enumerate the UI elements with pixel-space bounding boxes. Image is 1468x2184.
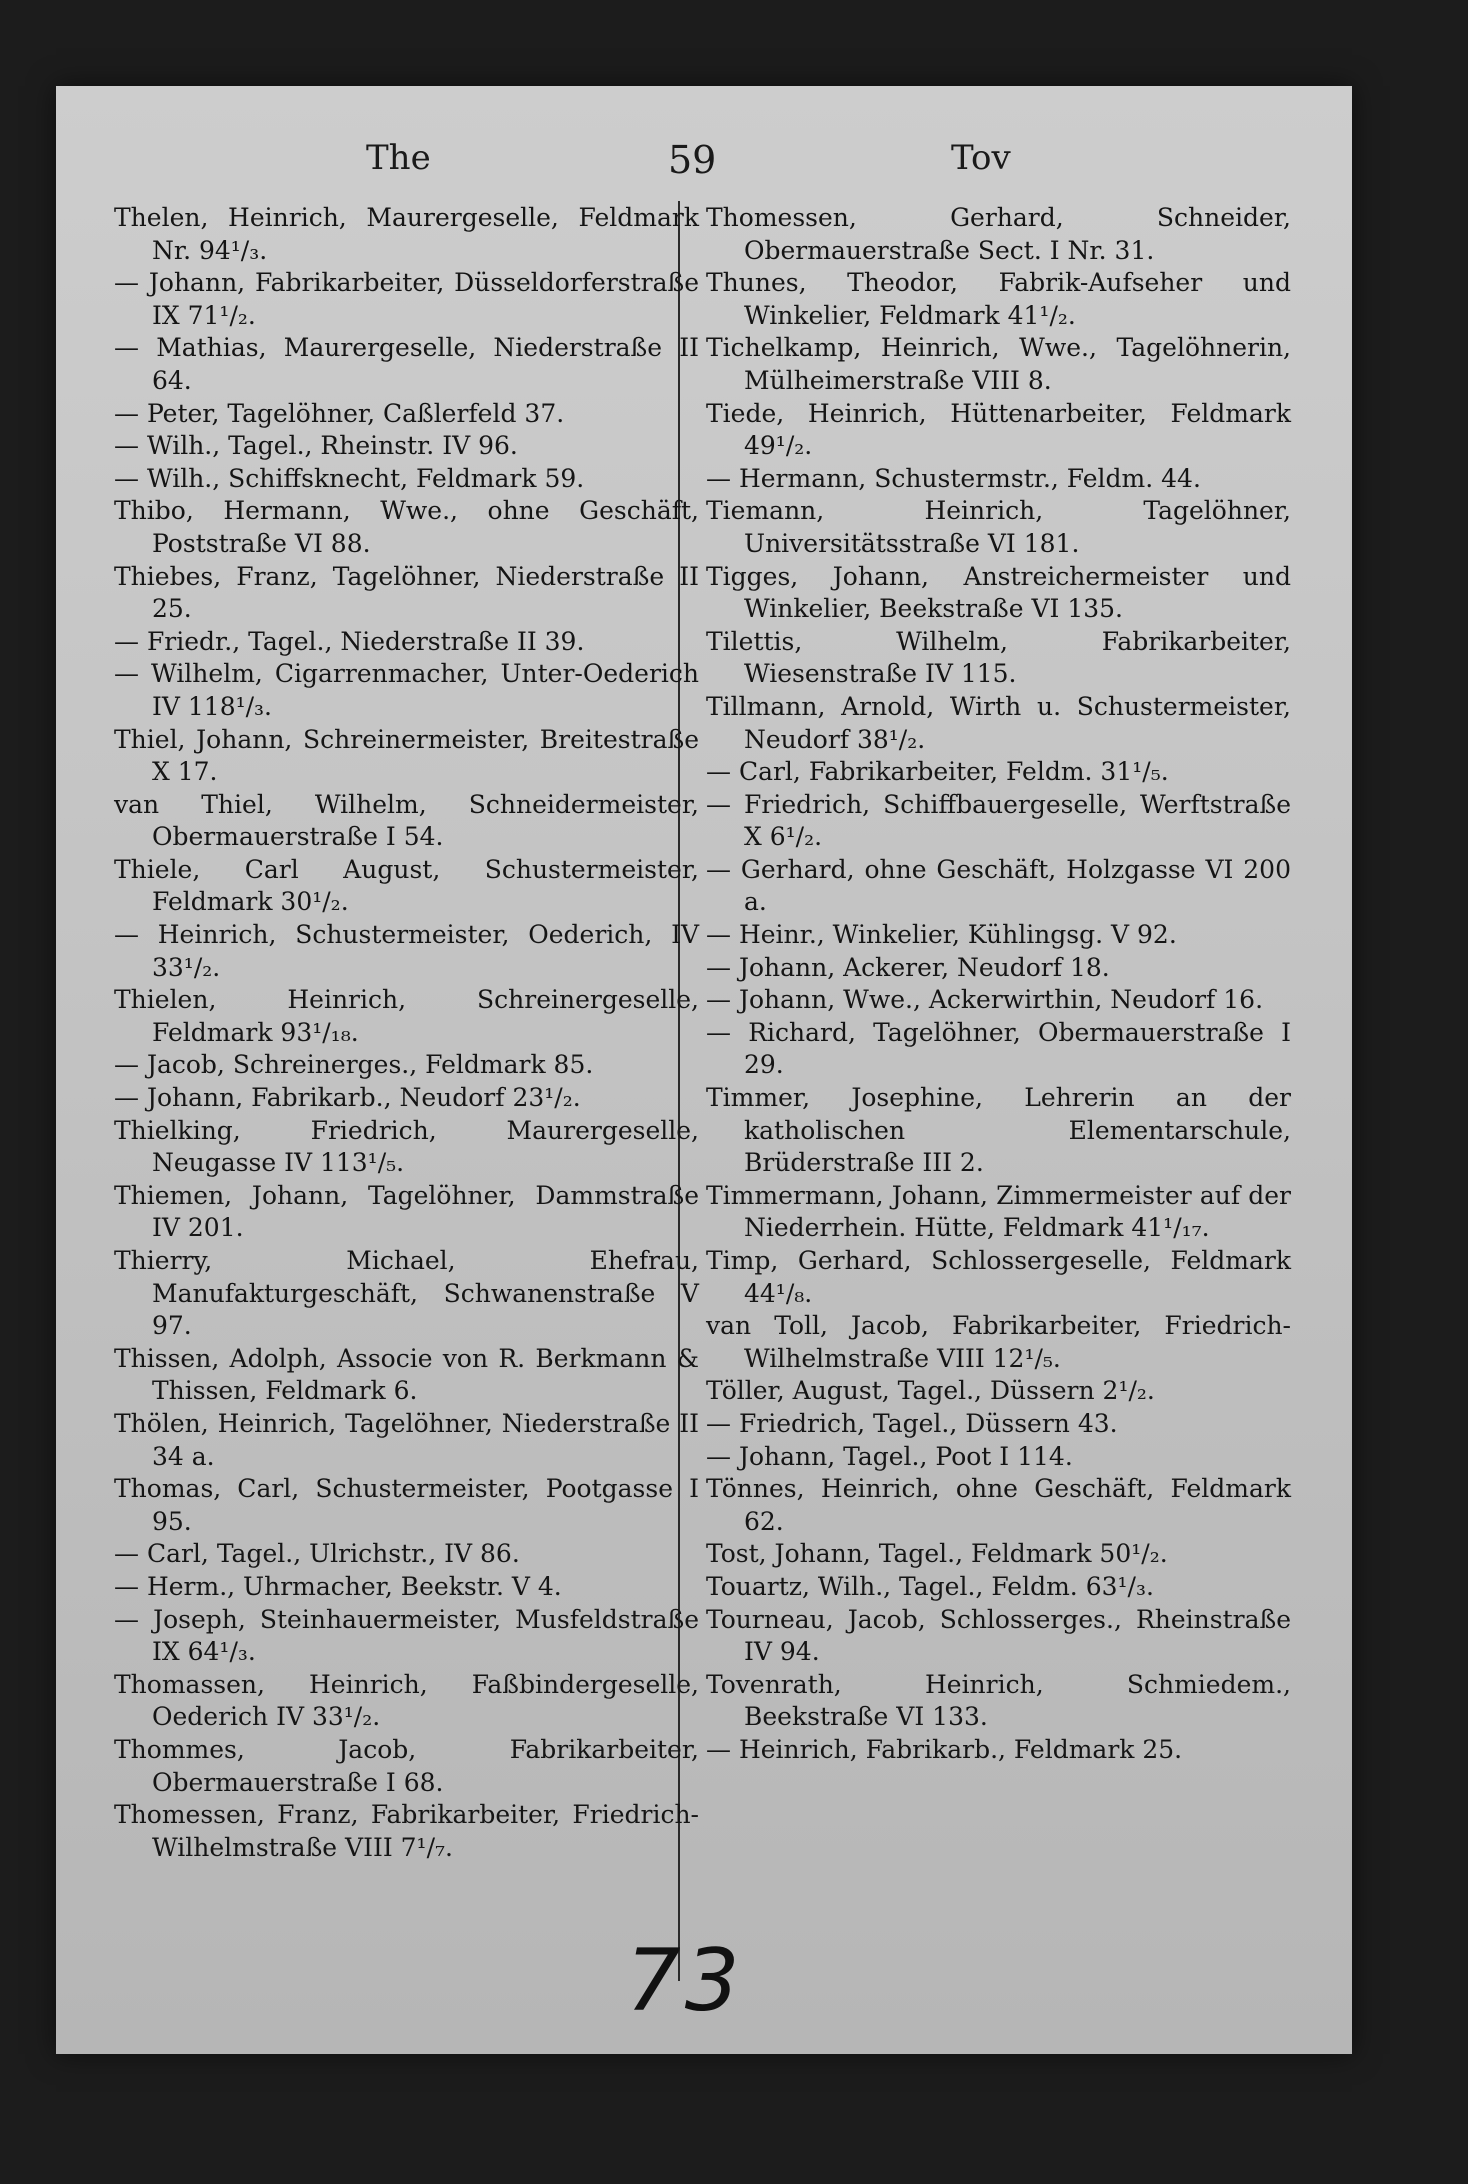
directory-entry: Thielking, Friedrich, Maurergeselle, Neugasse IV 113¹/₅. (114, 1115, 699, 1178)
directory-entry: Tichelkamp, Heinrich, Wwe., Tagelöhnerin, Mülheimerstraße VIII 8. (706, 333, 1291, 395)
directory-entry: Thiel, Johann, Schreinermeister, Breitestraße X 17. (114, 724, 699, 787)
directory-entry: Tillmann, Arnold, Wirth u. Schustermeister, Neudorf 38¹/₂. (706, 691, 1291, 754)
directory-entry: — Jacob, Schreinerges., Feldmark 85. (114, 1050, 594, 1080)
directory-entry: Tigges, Johann, Anstreichermeister und Winkelier, Beekstraße VI 135. (706, 561, 1291, 624)
directory-entry: Thölen, Heinrich, Tagelöhner, Niederstraße II 34 a. (114, 1408, 699, 1471)
right-column (706, 202, 1291, 1767)
directory-entry: — Johann, Wwe., Ackerwirthin, Neudorf 16. (706, 985, 1264, 1015)
page-number: 59 (668, 138, 717, 182)
directory-entry: Thelen, Heinrich, Maurergeselle, Feldmark Nr. 94¹/₃. (114, 203, 699, 265)
handwritten-folio-number: 73 (626, 1931, 744, 2031)
directory-entry: Timmer, Josephine, Lehrerin an der katholischen Elementarschule, Brüderstraße III 2. (706, 1083, 1291, 1178)
left-column (114, 202, 699, 1864)
directory-entry: Tourneau, Jacob, Schlosserges., Rheinstraße IV 94. (706, 1604, 1291, 1667)
directory-entry: — Heinrich, Schustermeister, Oederich, IV 33¹/₂. (114, 920, 699, 982)
directory-entry: Thomassen, Heinrich, Faßbindergeselle, Oederich IV 33¹/₂. (114, 1669, 699, 1732)
directory-entry: Tovenrath, Heinrich, Schmiedem., Beekstraße VI 133. (706, 1669, 1291, 1732)
header-right-catchword: Tov (951, 138, 1011, 178)
directory-entry: Thomessen, Franz, Fabrikarbeiter, Friedrich-Wilhelmstraße VIII 7¹/₇. (114, 1800, 699, 1862)
header-left-catchword: The (366, 138, 431, 178)
directory-entry: Touartz, Wilh., Tagel., Feldm. 63¹/₃. (706, 1571, 1154, 1601)
directory-entry: — Joseph, Steinhauermeister, Musfeldstraße IX 64¹/₃. (114, 1604, 699, 1667)
directory-entry: Thissen, Adolph, Associe von R. Berkmann & Thissen, Feldmark 6. (114, 1343, 699, 1406)
directory-entry: Thiemen, Johann, Tagelöhner, Dammstraße IV 201. (114, 1180, 699, 1243)
directory-entry: Töller, August, Tagel., Düssern 2¹/₂. (706, 1376, 1155, 1406)
page-header (56, 138, 1352, 198)
directory-entry: Tiede, Heinrich, Hüttenarbeiter, Feldmark 49¹/₂. (706, 398, 1291, 461)
directory-entry: Thomessen, Gerhard, Schneider, Obermauerstraße Sect. I Nr. 31. (706, 203, 1291, 265)
directory-entry: — Johann, Tagel., Poot I 114. (706, 1441, 1073, 1471)
directory-entry: — Johann, Ackerer, Neudorf 18. (706, 952, 1110, 982)
directory-entry: Tilettis, Wilhelm, Fabrikarbeiter, Wiesenstraße IV 115. (706, 626, 1291, 689)
directory-entry: Tönnes, Heinrich, ohne Geschäft, Feldmark 62. (706, 1474, 1291, 1536)
directory-entry: — Heinr., Winkelier, Kühlingsg. V 92. (706, 920, 1177, 950)
directory-entry: — Herm., Uhrmacher, Beekstr. V 4. (114, 1571, 562, 1601)
directory-entry: — Carl, Fabrikarbeiter, Feldm. 31¹/₅. (706, 757, 1169, 787)
directory-entry: Timmermann, Johann, Zimmermeister auf der Niederrhein. Hütte, Feldmark 41¹/₁₇. (706, 1180, 1291, 1243)
directory-entry: — Wilh., Schiffsknecht, Feldmark 59. (114, 463, 585, 493)
directory-entry: — Friedrich, Tagel., Düssern 43. (706, 1408, 1118, 1438)
directory-entry: Thielen, Heinrich, Schreinergeselle, Feldmark 93¹/₁₈. (114, 985, 699, 1047)
directory-entry: Thomas, Carl, Schustermeister, Pootgasse I 95. (114, 1474, 699, 1536)
directory-entry: — Johann, Fabrikarb., Neudorf 23¹/₂. (114, 1083, 581, 1113)
directory-entry: Thiebes, Franz, Tagelöhner, Niederstraße II 25. (114, 561, 699, 624)
directory-entry: van Thiel, Wilhelm, Schneidermeister, Obermauerstraße I 54. (114, 789, 699, 852)
directory-entry: — Gerhard, ohne Geschäft, Holzgasse VI 200 a. (706, 854, 1291, 917)
directory-entry: — Peter, Tagelöhner, Caßlerfeld 37. (114, 398, 565, 428)
directory-entry: — Wilh., Tagel., Rheinstr. IV 96. (114, 431, 518, 461)
directory-entry: Thiele, Carl August, Schustermeister, Feldmark 30¹/₂. (114, 854, 699, 917)
directory-entry: Thommes, Jacob, Fabrikarbeiter, Obermauerstraße I 68. (114, 1734, 699, 1797)
directory-entry: Tiemann, Heinrich, Tagelöhner, Universitätsstraße VI 181. (706, 496, 1291, 558)
directory-entry: Timp, Gerhard, Schlossergeselle, Feldmark 44¹/₈. (706, 1246, 1291, 1308)
directory-entry: van Toll, Jacob, Fabrikarbeiter, Friedrich-Wilhelmstraße VIII 12¹/₅. (706, 1311, 1291, 1373)
directory-entry: Thunes, Theodor, Fabrik-Aufseher und Winkelier, Feldmark 41¹/₂. (706, 268, 1291, 330)
directory-entry: Tost, Johann, Tagel., Feldmark 50¹/₂. (706, 1539, 1168, 1569)
directory-entry: Thibo, Hermann, Wwe., ohne Geschäft, Poststraße VI 88. (114, 496, 699, 558)
directory-entry: — Friedrich, Schiffbauergeselle, Werftstraße X 6¹/₂. (706, 789, 1291, 852)
directory-entry: — Friedr., Tagel., Niederstraße II 39. (114, 626, 585, 656)
directory-entry: — Carl, Tagel., Ulrichstr., IV 86. (114, 1539, 520, 1569)
directory-entry: — Mathias, Maurergeselle, Niederstraße II 64. (114, 333, 699, 395)
directory-entry: — Richard, Tagelöhner, Obermauerstraße I 29. (706, 1017, 1291, 1080)
directory-entry: — Johann, Fabrikarbeiter, Düsseldorferstraße IX 71¹/₂. (114, 268, 699, 330)
directory-page (56, 86, 1352, 2054)
directory-entry: — Heinrich, Fabrikarb., Feldmark 25. (706, 1734, 1183, 1764)
directory-entry: — Hermann, Schustermstr., Feldm. 44. (706, 463, 1201, 493)
directory-entry: — Wilhelm, Cigarrenmacher, Unter-Oederich IV 118¹/₃. (114, 659, 699, 721)
directory-entry: Thierry, Michael, Ehefrau, Manufakturgeschäft, Schwanenstraße V 97. (114, 1246, 699, 1341)
